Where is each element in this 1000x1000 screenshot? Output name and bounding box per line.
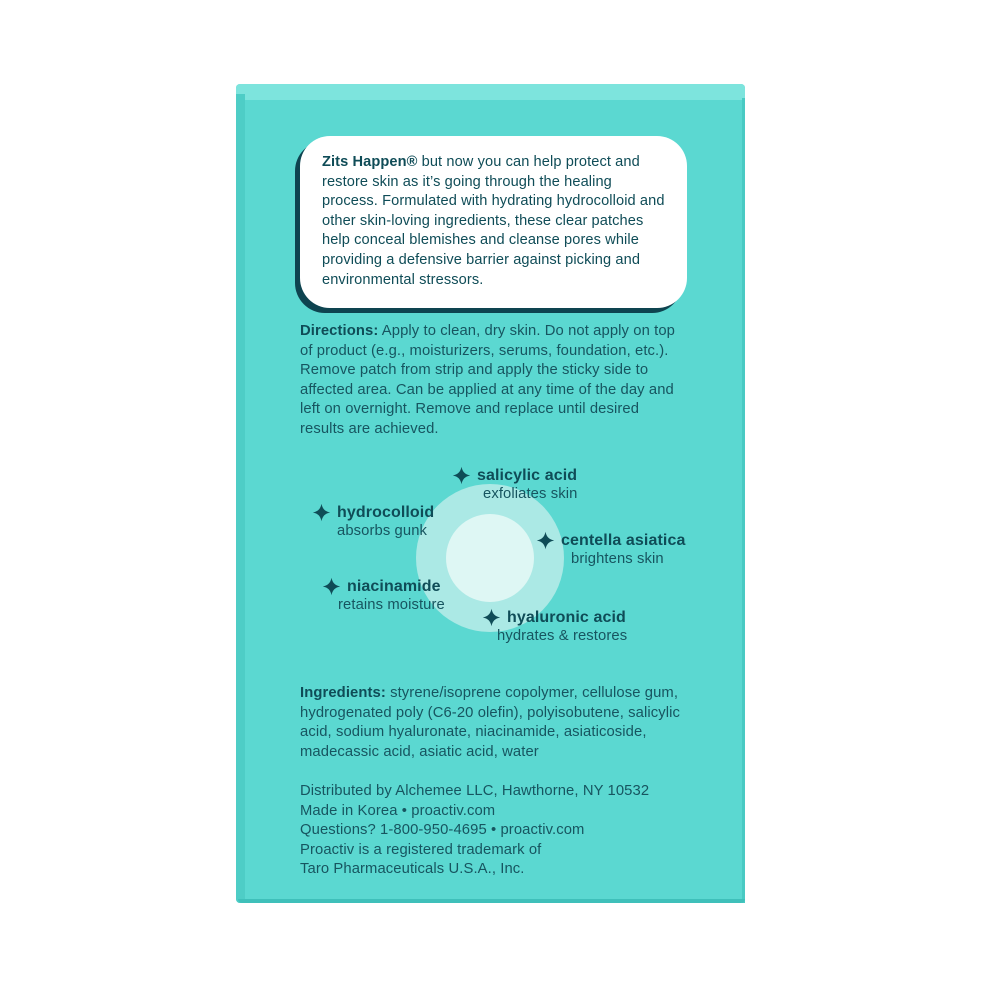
distribution-line: Made in Korea • proactiv.com: [300, 802, 496, 819]
distribution-line: Questions? 1-800-950-4695 • proactiv.com: [300, 822, 585, 839]
sparkle-icon: [452, 466, 471, 485]
callout-hydrocolloid: [312, 503, 434, 539]
sparkle-icon: [322, 577, 341, 596]
intro-paragraph: [322, 153, 667, 290]
distribution-block: [300, 782, 700, 880]
sparkle-icon: [536, 531, 555, 550]
callout-salicylic-acid: [452, 466, 577, 502]
callout-benefit: absorbs gunk: [337, 523, 428, 539]
box-top-flap-edge: [236, 84, 745, 100]
callout-name: centella asiatica: [561, 531, 686, 549]
sparkle-icon: [482, 608, 501, 627]
callout-name: hydrocolloid: [337, 503, 435, 521]
distribution-line: Taro Pharmaceuticals U.S.A., Inc.: [300, 861, 525, 878]
distribution-line: Proactiv is a registered trademark of: [300, 841, 542, 858]
directions-body: Apply to clean, dry skin. Do not apply on top of product (e.g., moisturizers, serums, foundation, etc.). Remove patch from strip and apply the sticky side to affected area. Can be applied at any time of the day and left on overnight. Remove and replace until desired results are achieved.: [300, 323, 675, 437]
callout-benefit: brightens skin: [571, 551, 664, 567]
intro-body: but now you can help protect and restore skin as it’s going through the healing process. Formulated with hydrating hydrocolloid and other skin-loving ingredients, these clear patches help conceal blemishes and cleanse pores while providing a defensive barrier against picking and environmental stressors.: [322, 154, 665, 288]
distribution-line: Distributed by Alchemee LLC, Hawthorne, NY 10532: [300, 783, 650, 799]
callout-name: niacinamide: [347, 577, 441, 595]
ingredients-label: Ingredients:: [300, 685, 386, 701]
box-bottom-edge: [238, 899, 745, 903]
callout-hyaluronic-acid: [482, 608, 627, 644]
callout-benefit: retains moisture: [338, 597, 445, 613]
ingredients-body: styrene/isoprene copolymer, cellulose gum, hydrogenated poly (C6-20 olefin), polyisobutene, salicylic acid, sodium hyaluronate, niacinamide, asiaticoside, madecassic acid, asiatic acid, water: [300, 685, 681, 760]
callout-benefit: exfoliates skin: [483, 486, 578, 502]
intro-card: [300, 136, 687, 308]
box-left-edge: [236, 94, 245, 903]
callout-name: salicylic acid: [477, 466, 578, 484]
callout-name: hyaluronic acid: [507, 608, 626, 626]
callout-centella-asiatica: [536, 531, 685, 567]
callout-niacinamide: [322, 577, 445, 613]
directions-label: Directions:: [300, 323, 379, 339]
ingredients-paragraph: [300, 684, 692, 762]
sparkle-icon: [312, 503, 331, 522]
callout-benefit: hydrates & restores: [497, 628, 628, 644]
intro-lead: Zits Happen®: [322, 154, 418, 170]
box-right-edge: [742, 98, 745, 903]
directions-paragraph: [300, 322, 684, 440]
patch-circle-inner: [446, 514, 534, 602]
